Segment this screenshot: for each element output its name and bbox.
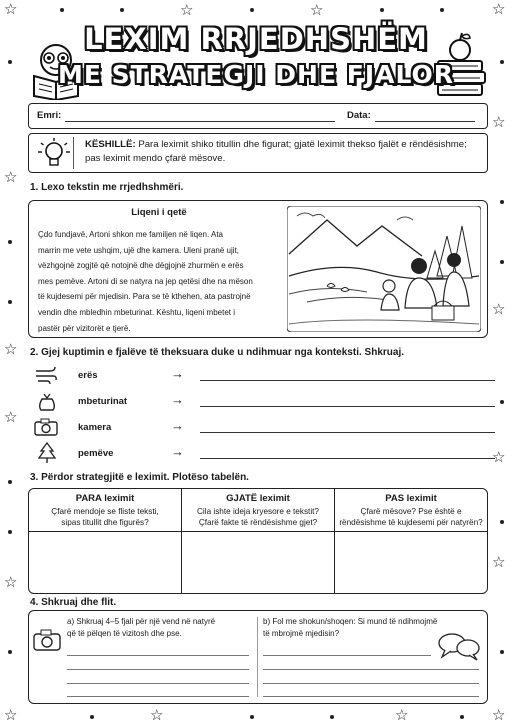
- star-icon: ☆: [4, 706, 18, 724]
- name-date-box: [28, 103, 488, 129]
- answer-cell-before[interactable]: [31, 533, 179, 591]
- section-2-title: 2. Gjej kuptimin e fjalëve të theksuara duke u ndihmuar nga konteksti. Shkruaj.: [30, 347, 404, 358]
- writing-line[interactable]: [263, 669, 479, 670]
- vocab-word: mbeturinat: [78, 396, 128, 407]
- vocab-word: pemëve: [78, 448, 114, 459]
- story-line: Çdo fundjavë, Artoni shkon me familjen në liqen. Ata: [38, 230, 223, 239]
- writing-line[interactable]: [263, 696, 479, 697]
- story-title: Liqeni i qetë: [131, 207, 187, 218]
- tip-box: [28, 133, 488, 173]
- wind-icon: [34, 365, 58, 385]
- story-line: vendin dhe mbledhin mbeturinat. Kështu, liqeni mbetet i: [38, 307, 236, 317]
- column-question: Cila ishte ideja kryesore e tekstit?: [197, 507, 319, 516]
- trash-bag-icon: [36, 390, 58, 412]
- task-a-text: a) Shkruaj 4–5 fjali për një vend në natyrë: [67, 617, 216, 626]
- date-field[interactable]: [375, 121, 475, 122]
- writing-line[interactable]: [263, 683, 479, 684]
- writing-line[interactable]: [67, 669, 249, 670]
- star-icon: ☆: [4, 340, 18, 358]
- camera-icon: [34, 418, 58, 436]
- arrow-icon: →: [171, 392, 184, 407]
- story-text: [38, 227, 285, 336]
- vocab-row-2: [34, 390, 474, 412]
- story-line: pastër për vizitorët e tjerë.: [38, 323, 131, 333]
- tip-text: Para leximit shiko titullin dhe figurat; gjatë leximit thekso fjalët e rëndësishme; pas leximit mendo çfarë mësove.: [85, 139, 467, 164]
- story-line: të kujdesemi për mjedisin. Para se të kthehen, ata pastrojnë: [38, 292, 251, 302]
- column-question: Çfarë mësove? Pse është e: [360, 507, 462, 516]
- column-heading: GJATË leximit: [226, 493, 290, 504]
- vocab-row-4: [34, 442, 474, 464]
- story-line: vëzhgojnë zogjtë që notojnë dhe dëgjojnë zhurmën e erës: [38, 261, 244, 271]
- title-line-2: ME STRATEGJI DHE FJALOR: [57, 60, 455, 89]
- writing-line[interactable]: [67, 696, 249, 697]
- answer-cell-after[interactable]: [337, 533, 485, 591]
- star-icon: ☆: [310, 1, 324, 19]
- vocab-row-1: [34, 364, 474, 386]
- star-icon: ☆: [4, 408, 18, 426]
- column-question: sipas titullit dhe figurës?: [61, 518, 149, 527]
- star-icon: ☆: [492, 553, 506, 571]
- section-3-title: 3. Përdor strategjitë e leximit. Plotëso tabelën.: [30, 472, 249, 483]
- writing-line[interactable]: [263, 655, 431, 656]
- story-line: marrin me vete ushqim, ujë dhe kamera. Uleni pranë ujit,: [38, 245, 239, 255]
- star-icon: ☆: [492, 706, 506, 724]
- section-1-title: 1. Lexo tekstin me rrjedhshmëri.: [30, 182, 184, 193]
- task-b-text: të mbrojmë mjedisin?: [263, 629, 340, 638]
- task-a-text: që të pëlqen të vizitosh dhe pse.: [67, 629, 182, 638]
- column-heading: PARA leximit: [75, 493, 135, 504]
- vocab-row-3: [34, 416, 474, 438]
- star-icon: ☆: [4, 0, 18, 18]
- arrow-icon: →: [171, 444, 184, 459]
- lightbulb-icon: [37, 138, 71, 170]
- star-icon: ☆: [492, 300, 506, 318]
- name-field[interactable]: [65, 121, 335, 122]
- star-icon: ☆: [492, 448, 506, 466]
- arrow-icon: →: [171, 366, 184, 381]
- writing-line[interactable]: [67, 655, 249, 656]
- tree-icon: [37, 442, 57, 464]
- star-icon: ☆: [4, 573, 18, 591]
- star-icon: ☆: [492, 113, 506, 131]
- column-question: rëndësishme të kujdesemi për natyrën?: [339, 518, 483, 527]
- answer-line[interactable]: [200, 432, 495, 433]
- star-icon: ☆: [150, 706, 164, 724]
- arrow-icon: →: [171, 418, 184, 433]
- write-speak-box: [28, 610, 488, 704]
- speech-bubbles-icon: [437, 631, 481, 661]
- camera-icon: [33, 629, 61, 651]
- star-icon: ☆: [4, 168, 18, 186]
- vocab-word: erës: [78, 370, 98, 381]
- column-question: Çfarë fakte të rëndësishme gjet?: [198, 518, 318, 527]
- star-icon: ☆: [395, 706, 409, 724]
- answer-line[interactable]: [200, 458, 495, 459]
- answer-cell-during[interactable]: [184, 533, 332, 591]
- column-heading: PAS leximit: [385, 493, 437, 504]
- writing-line[interactable]: [67, 683, 249, 684]
- star-icon: ☆: [492, 0, 506, 18]
- section-4-title: 4. Shkruaj dhe flit.: [30, 597, 117, 608]
- tip-label: KËSHILLË:: [85, 139, 136, 150]
- title-line-1: LEXIM RRJEDHSHËM: [84, 22, 428, 56]
- answer-line[interactable]: [200, 380, 495, 381]
- lake-family-illustration: [287, 206, 481, 332]
- tip-text-block: [85, 138, 479, 166]
- story-box: [28, 200, 488, 338]
- name-label: Emri:: [37, 110, 62, 121]
- star-icon: ☆: [180, 1, 194, 19]
- story-line: mes pemëve. Artoni di se natyra na jep qetësi dhe na mëson: [38, 276, 253, 286]
- strategy-table: [28, 488, 488, 594]
- date-label: Data:: [347, 110, 371, 121]
- task-b-text: b) Fol me shokun/shoqen: Si mund të ndihmojmë: [263, 617, 438, 626]
- column-question: Çfarë mendoje se fliste teksti,: [51, 507, 159, 516]
- answer-line[interactable]: [200, 406, 495, 407]
- vocab-word: kamera: [78, 422, 112, 433]
